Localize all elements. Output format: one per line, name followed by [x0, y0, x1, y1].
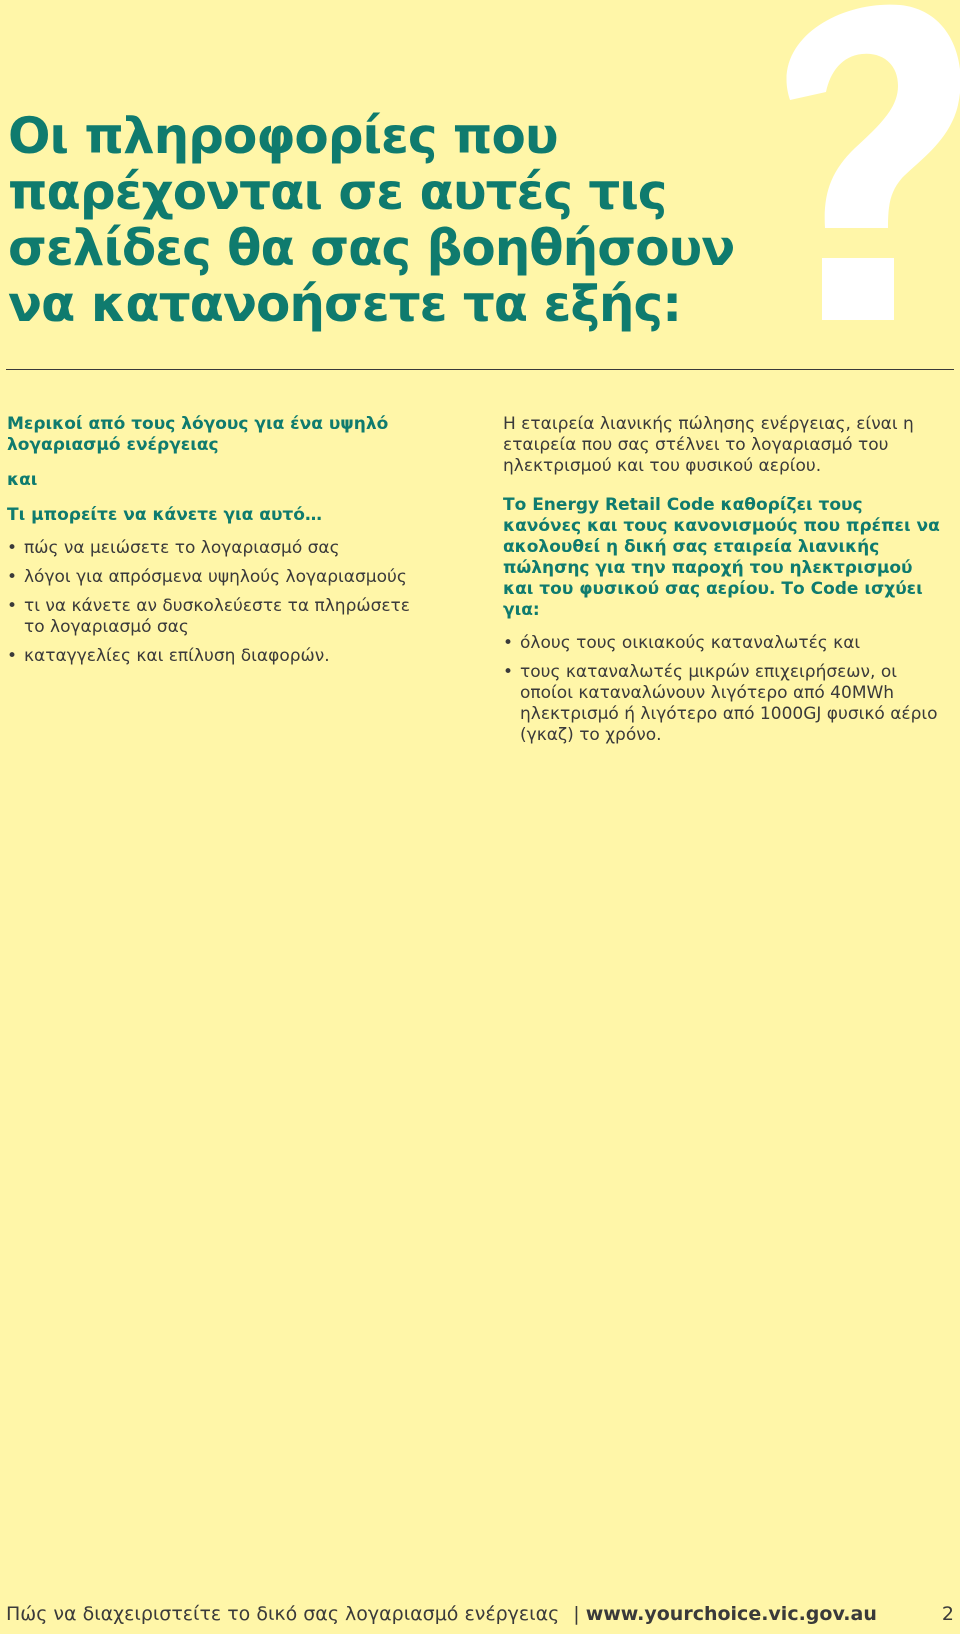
list-item: • καταγγελίες και επίλυση διαφορών.	[7, 646, 427, 667]
list-item: • όλους τους οικιακούς καταναλωτές και	[503, 633, 943, 654]
and-connector: και	[7, 470, 38, 490]
title-line: παρέχονται σε αυτές τις	[8, 163, 667, 221]
list-item: • τους καταναλωτές μικρών επιχειρήσεων, οι οποίοι καταναλώνουν λιγότερο από 40MWh ηλεκτρισμό ή λιγότερο από 1000GJ φυσικό αέριο (γκαζ) το χρόνο.	[503, 662, 943, 746]
page-title	[8, 108, 768, 332]
title-line: Οι πληροφορίες που	[8, 107, 558, 165]
code-applies-list	[503, 633, 943, 746]
footer-separator: |	[573, 1603, 580, 1625]
page-footer	[6, 1601, 954, 1627]
footer-title: Πώς να διαχειριστείτε το δικό σας λογαριασμό ενέργειας	[6, 1603, 560, 1625]
left-column	[7, 414, 427, 675]
title-line: να κατανοήσετε τα εξής:	[8, 275, 682, 333]
retailer-intro: Η εταιρεία λιανικής πώλησης ενέργειας, είναι η εταιρεία που σας στέλνει το λογαριασμό του ηλεκτρισμού και του φυσικού αερίου.	[503, 414, 914, 476]
reasons-heading: Μερικοί από τους λόγους για ένα υψηλό λογαριασμό ενέργειας	[7, 414, 389, 455]
topics-list	[7, 538, 427, 667]
energy-retail-code-text: Το Energy Retail Code καθορίζει τους κανόνες και τους κανονισμούς που πρέπει να ακολουθεί η δική σας εταιρεία λιανικής πώλησης για την παροχή του ηλεκτρισμού και του φυσικού σας αερίου. Το Code ισχύει για:	[503, 495, 940, 620]
page-number: 2	[941, 1603, 954, 1625]
list-item: • τι να κάνετε αν δυσκολεύεστε τα πληρώσετε το λογαριασμό σας	[7, 596, 427, 638]
horizontal-divider	[6, 369, 954, 370]
right-column	[503, 414, 943, 754]
title-line: σελίδες θα σας βοηθήσουν	[8, 219, 735, 277]
footer-website-link[interactable]: www.yourchoice.vic.gov.au	[585, 1603, 877, 1625]
what-you-can-do-heading: Τι μπορείτε να κάνετε για αυτό…	[7, 505, 322, 525]
list-item: • λόγοι για απρόσμενα υψηλούς λογαριασμούς	[7, 567, 427, 588]
list-item: • πώς να μειώσετε το λογαριασμό σας	[7, 538, 427, 559]
